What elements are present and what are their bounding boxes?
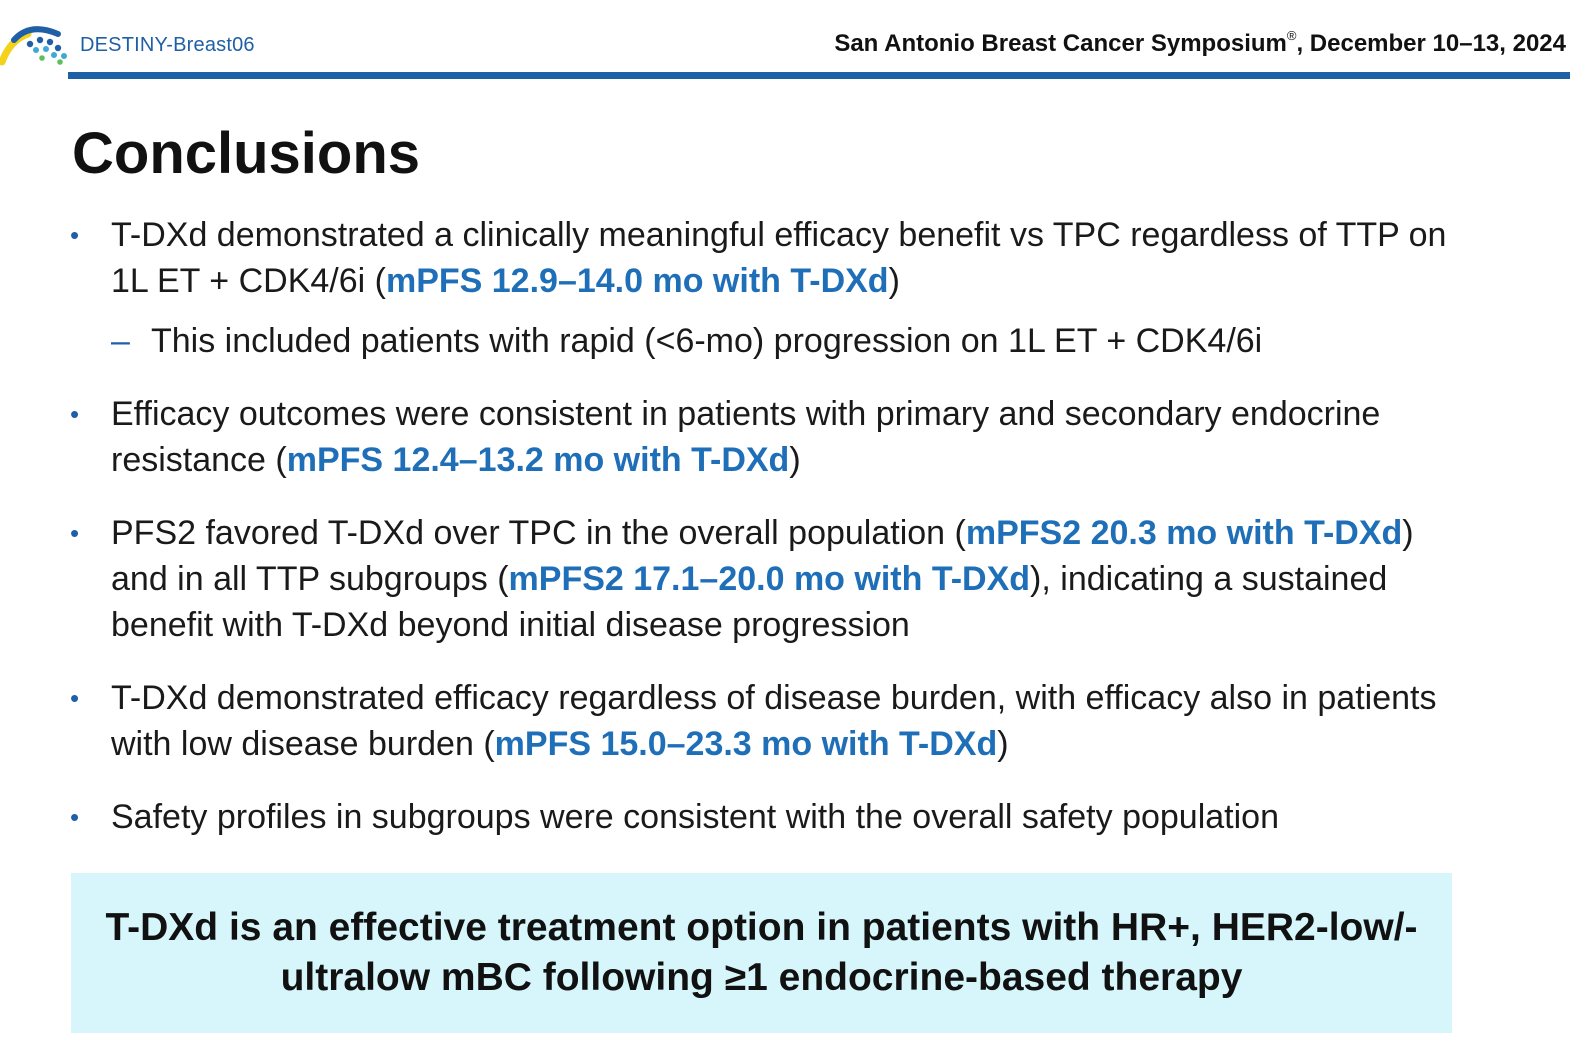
conclusions-list: [70, 212, 1470, 840]
bullet-marker: •: [70, 802, 80, 832]
header-rule: [68, 72, 1570, 79]
trial-name: DESTINY-Breast06: [80, 34, 255, 56]
bullet-item: • Efficacy outcomes were consistent in patients with primary and secondary endocrine resistance (mPFS 12.4–13.2 mo with T-DXd): [70, 391, 1470, 483]
bullet-item: • T-DXd demonstrated a clinically meaningful efficacy benefit vs TPC regardless of TTP on 1L ET + CDK4/6i (mPFS 12.9–14.0 mo with T-DXd): [70, 212, 1470, 304]
bullet-marker: •: [70, 399, 80, 429]
bullet-marker: •: [70, 220, 80, 250]
bullet-item: • T-DXd demonstrated efficacy regardless of disease burden, with efficacy also in patients with low disease burden (mPFS 15.0–23.3 mo with T-DXd): [70, 675, 1470, 767]
meeting-title: San Antonio Breast Cancer Symposium®, December 10–13, 2024: [834, 28, 1566, 57]
bullet-item: • Safety profiles in subgroups were consistent with the overall safety population: [70, 794, 1470, 840]
bullet-marker: •: [70, 518, 80, 548]
sub-bullet-item: – This included patients with rapid (<6-mo) progression on 1L ET + CDK4/6i: [70, 318, 1470, 364]
key-takeaway-text: T-DXd is an effective treatment option in patients with HR+, HER2-low/-ultralow mBC following ≥1 endocrine-based therapy: [105, 906, 1418, 999]
slide-title: Conclusions: [72, 121, 421, 186]
bullet-marker: •: [70, 683, 80, 713]
dash-marker: –: [111, 322, 130, 360]
slide-header: [0, 0, 1570, 84]
bullet-item: • PFS2 favored T-DXd over TPC in the overall population (mPFS2 20.3 mo with T-DXd) and in all TTP subgroups (mPFS2 17.1–20.0 mo with T-DXd), indicating a sustained benefit with T-DXd beyond initial disease progression: [70, 510, 1470, 648]
destiny-logo-icon: [0, 18, 74, 66]
key-takeaway-box: [71, 873, 1452, 1033]
